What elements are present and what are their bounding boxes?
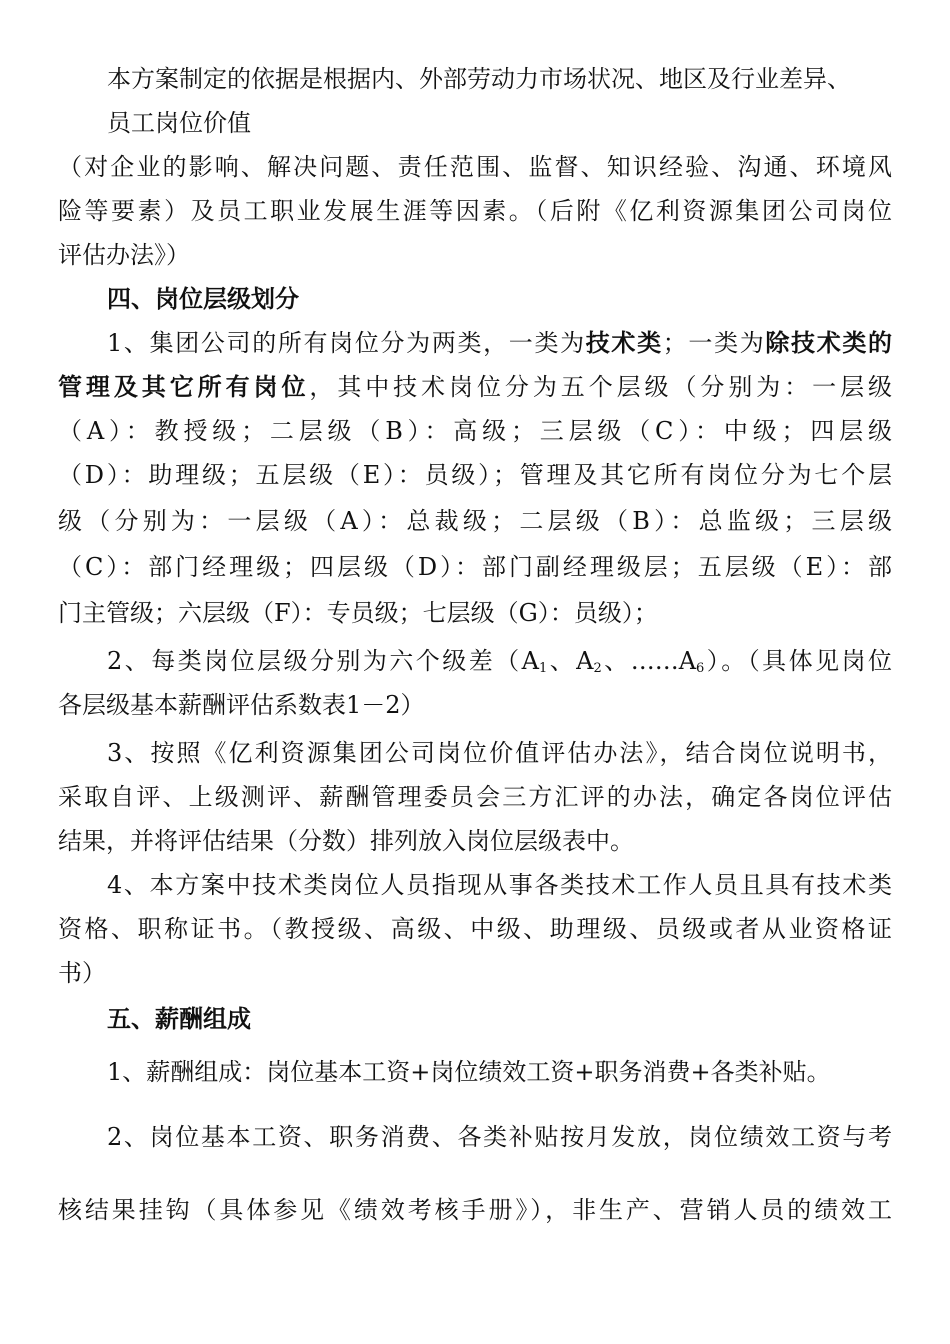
s4-p3-line-2: 采取自评、上级测评、薪酬管理委员会三方汇评的办法，确定各岗位评估 <box>58 783 892 811</box>
s4-p1-line-3: （A）：教授级；二层级（B）：高级；三层级（C）：中级；四层级 <box>58 417 892 445</box>
basis-line-4: 险等要素）及员工职业发展生涯等因素。（后附《亿利资源集团公司岗位 <box>58 197 892 225</box>
s4-p4-line-1: 4、本方案中技术类岗位人员指现从事各类技术工作人员且具有技术类 <box>107 871 892 899</box>
s4-p2-line-1: 2、每类岗位层级分别为六个级差（$A_1$、$A_2$、$\dots\dots A_6$）。（具体见岗位 <box>107 647 893 676</box>
s5-p2-line-1: 2、岗位基本工资、职务消费、各类补贴按月发放，岗位绩效工资与考 <box>107 1123 892 1151</box>
s4-p1-line-4: （D）：助理级；五层级（E）：员级）；管理及其它所有岗位分为七个层 <box>58 461 892 489</box>
basis-line-2: 员工岗位价值 <box>107 109 251 137</box>
basis-line-3: （对企业的影响、解决问题、责任范围、监督、知识经验、沟通、环境风 <box>58 153 892 181</box>
basis-line-5: 评估办法》） <box>58 241 190 269</box>
basis-line-1: 本方案制定的依据是根据内、外部劳动力市场状况、地区及行业差异、 <box>107 65 851 93</box>
s4-p3-line-3: 结果，并将评估结果（分数）排列放入岗位层级表中。 <box>58 827 634 855</box>
s4-p4-line-3: 书） <box>58 959 106 987</box>
s5-p2-line-2: 核结果挂钩（具体参见《绩效考核手册》），非生产、营销人员的绩效工 <box>58 1196 892 1224</box>
s4-p1-line-7: 门主管级；六层级（F）：专员级；七层级（G）：员级）； <box>58 599 658 627</box>
section-5-heading: 五、薪酬组成 <box>107 1005 251 1033</box>
s4-p1-line-1: 1、集团公司的所有岗位分为两类，一类为技术类；一类为除技术类的 <box>107 328 893 357</box>
s4-p1-line-6: （C）：部门经理级；四层级（D）：部门副经理级层；五层级（E）：部 <box>58 553 892 581</box>
s4-p1-line-5: 级（分别为：一层级（A）：总裁级；二层级（B）：总监级；三层级 <box>58 507 892 535</box>
s4-p2-line-2: 各层级基本薪酬评估系数表1－2） <box>58 691 425 719</box>
s4-p4-line-2: 资格、职称证书。（教授级、高级、中级、助理级、员级或者从业资格证 <box>58 915 892 943</box>
s4-p1-line-2: 管理及其它所有岗位，其中技术岗位分为五个层级（分别为：一层级 <box>58 372 893 401</box>
section-4-heading: 四、岗位层级划分 <box>107 285 299 313</box>
s5-p1-line: 1、薪酬组成：岗位基本工资+岗位绩效工资+职务消费+各类补贴。 <box>107 1058 831 1086</box>
s4-p3-line-1: 3、按照《亿利资源集团公司岗位价值评估办法》，结合岗位说明书， <box>107 739 892 767</box>
